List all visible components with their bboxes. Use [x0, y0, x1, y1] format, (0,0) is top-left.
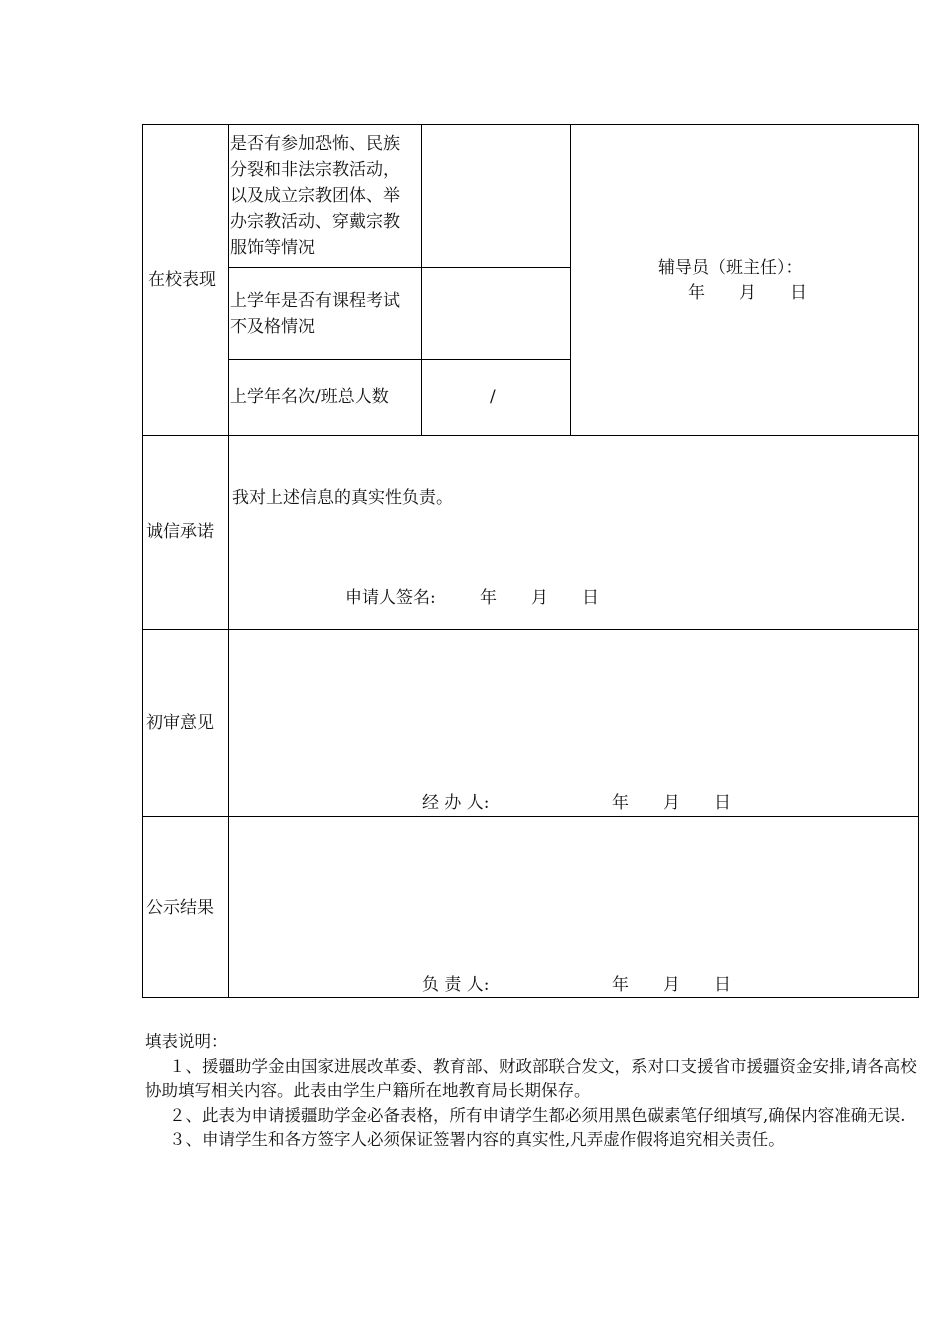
review-comment-area[interactable]: [234, 639, 910, 769]
row-divider: [228, 359, 570, 360]
ranking-answer-field[interactable]: /: [490, 387, 496, 407]
table-border-top: [142, 124, 919, 125]
counselor-signature-label: 辅导员（班主任）：: [658, 258, 803, 278]
performance-section-label: 在校表现: [148, 270, 216, 290]
table-border-bottom: [142, 997, 919, 998]
instruction-item-1: １、援疆助学金由国家进展改革委、教育部、财政部联合发文，系对口支援省市援疆资金安排,请各高校协助填写相关内容。此表由学生户籍所在地教育局长期保存。: [145, 1056, 917, 1100]
table-border-left: [142, 124, 143, 998]
failed-exam-question: 上学年是否有课程考试不及格情况: [230, 291, 400, 337]
section-divider: [142, 816, 919, 817]
instruction-item-3: ３、申请学生和各方签字人必须保证签署内容的真实性,凡弄虚作假将追究相关责任。: [169, 1130, 785, 1149]
applicant-signature-date: 年 月 日: [480, 588, 599, 608]
section-divider: [142, 629, 919, 630]
instruction-item-2: ２、此表为申请援疆助学金必备表格，所有申请学生都必须用黑色碳素笔仔细填写,确保内容准确无误.: [169, 1105, 906, 1125]
question-column-divider: [421, 124, 422, 436]
table-border-right: [918, 124, 919, 998]
review-section-label: 初审意见: [146, 713, 214, 733]
responsible-signature-label: 负 责 人:: [422, 975, 490, 995]
responsible-signature-date: 年 月 日: [612, 975, 731, 995]
application-form-table: [142, 124, 919, 998]
failed-exam-answer-field[interactable]: [426, 300, 566, 326]
integrity-statement: 我对上述信息的真实性负责。: [232, 488, 453, 508]
filling-instructions: [145, 1030, 920, 1153]
answer-column-divider: [570, 124, 571, 436]
ranking-question: 上学年名次/班总人数: [230, 387, 389, 407]
extremism-answer-field[interactable]: [426, 184, 566, 210]
handler-signature-date: 年 月 日: [612, 793, 731, 813]
integrity-section-label: 诚信承诺: [146, 522, 214, 542]
row-divider: [228, 267, 570, 268]
section-divider: [142, 435, 919, 436]
label-column-divider: [228, 124, 229, 998]
instructions-title: 填表说明：: [145, 1032, 228, 1051]
publicity-section-label: 公示结果: [146, 898, 214, 918]
handler-signature-label: 经 办 人:: [422, 793, 490, 813]
counselor-signature-date: 年 月 日: [688, 283, 807, 303]
publicity-result-area[interactable]: [234, 826, 910, 956]
applicant-signature-label: 申请人签名:: [345, 588, 436, 608]
extremism-question: 是否有参加恐怖、民族分裂和非法宗教活动，以及成立宗教团体、举办宗教活动、穿戴宗教服饰等情况: [230, 134, 400, 258]
